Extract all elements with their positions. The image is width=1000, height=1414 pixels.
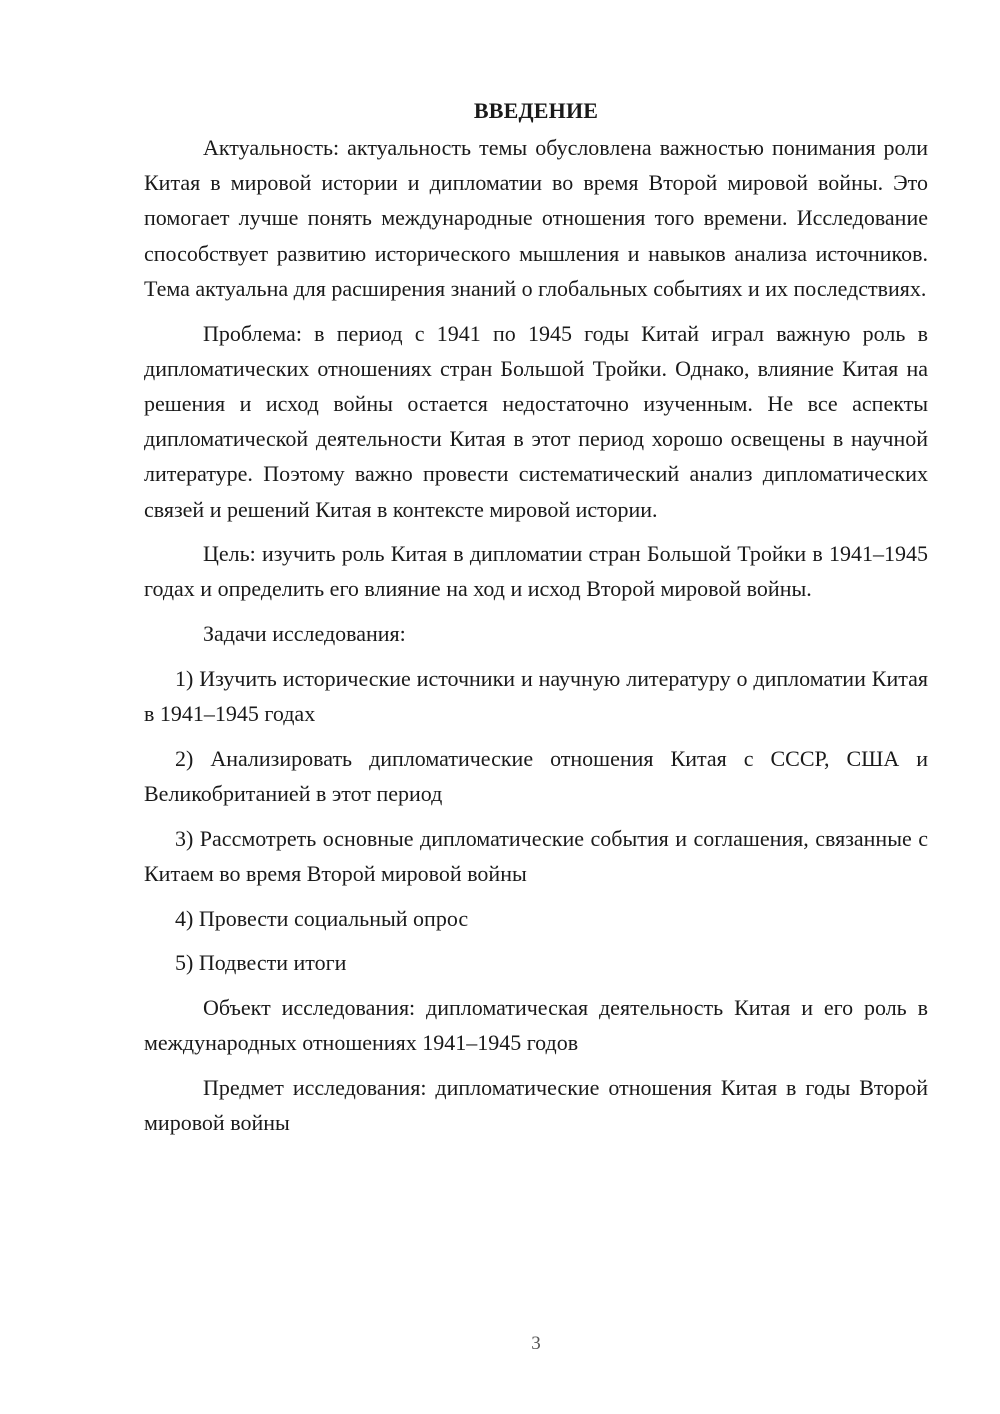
object-paragraph: Объект исследования: дипломатическая деятельность Китая и его роль в международных отношениях 1941–1945 годов (144, 994, 928, 1056)
task-item: 5) Подвести итоги (175, 950, 347, 976)
page-number: 3 (531, 1333, 541, 1354)
task-item: 1) Изучить исторические источники и научную литературу о дипломатии Китая в 1941–1945 годах (144, 665, 928, 727)
goal-paragraph: Цель: изучить роль Китая в дипломатии стран Большой Тройки в 1941–1945 годах и определить его влияние на ход и исход Второй мировой войны. (144, 541, 928, 602)
problem-paragraph: Проблема: в период с 1941 по 1945 годы Китай играл важную роль в дипломатических отношениях стран Большой Тройки. Однако, влияние Китая на решения и исход войны остается недостаточно изученным. Не все аспекты дипломатической деятельности Китая в этот период хорошо освещены в научной литературе. Поэтому важно провести систематический анализ дипломатических связей и решений Китая в контексте мировой истории. (144, 320, 928, 522)
relevance-paragraph: Актуальность: актуальность темы обусловлена важностью понимания роли Китая в мировой истории и дипломатии во время Второй мировой войны. Это помогает лучше понять международные отношения того времени. Исследование способствует развитию исторического мышления и навыков анализа источников. Тема актуальна для расширения знаний о глобальных событиях и их последствиях. (144, 135, 928, 301)
subject-paragraph: Предмет исследования: дипломатические отношения Китая в годы Второй мировой войны (144, 1074, 928, 1136)
section-title: ВВЕДЕНИЕ (473, 98, 599, 123)
task-item: 3) Рассмотреть основные дипломатические события и соглашения, связанные с Китаем во время Второй мировой войны (144, 825, 928, 886)
task-item: 2) Анализировать дипломатические отношения Китая с СССР, США и Великобританией в этот период (144, 745, 928, 806)
document-page (144, 96, 928, 1150)
task-item: 4) Провести социальный опрос (175, 905, 469, 931)
tasks-heading: Задачи исследования: (203, 621, 406, 647)
